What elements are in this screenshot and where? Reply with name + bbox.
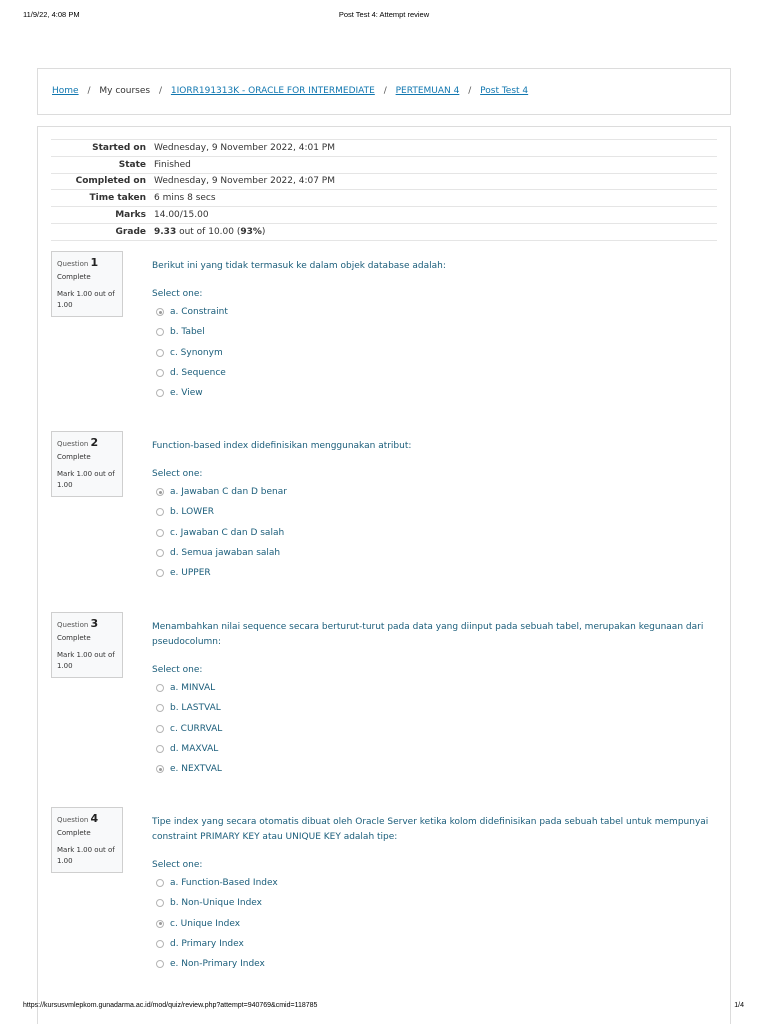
radio-icon[interactable] — [156, 508, 164, 516]
question-text: Tipe index yang secara otomatis dibuat oleh Oracle Server ketika kolom didefinisikan pada sebuah tabel untuk mempunyai constraint PRIMARY KEY atau UNIQUE KEY adalah tipe: — [152, 817, 709, 842]
answer-list — [152, 873, 718, 974]
answer-label: d. Semua jawaban salah — [170, 548, 281, 559]
question-word: Question — [57, 816, 89, 824]
breadcrumb — [52, 86, 528, 96]
answer-label: b. LASTVAL — [170, 703, 221, 714]
radio-icon[interactable] — [156, 328, 164, 336]
answer-label: d. MAXVAL — [170, 744, 219, 755]
summary-value — [152, 223, 717, 240]
summary-value: Finished — [152, 156, 717, 173]
answer-option[interactable] — [152, 759, 718, 779]
radio-selected-icon[interactable] — [156, 920, 164, 928]
question-info — [51, 251, 123, 317]
summary-value: Wednesday, 9 November 2022, 4:07 PM — [152, 173, 717, 190]
answer-option[interactable] — [152, 873, 718, 893]
radio-selected-icon[interactable] — [156, 765, 164, 773]
radio-icon[interactable] — [156, 369, 164, 377]
summary-value: 14.00/15.00 — [152, 207, 717, 224]
question-number: 1 — [90, 256, 99, 269]
select-one-label: Select one: — [152, 665, 203, 675]
summary-label: Completed on — [51, 173, 152, 190]
answer-label: d. Primary Index — [170, 939, 244, 950]
radio-icon[interactable] — [156, 960, 164, 968]
summary-row-state — [51, 156, 717, 173]
radio-selected-icon[interactable] — [156, 488, 164, 496]
question-status: Complete — [57, 273, 91, 281]
answer-label: b. Non-Unique Index — [170, 898, 263, 909]
radio-icon[interactable] — [156, 349, 164, 357]
grade-percent: 93% — [240, 226, 262, 237]
breadcrumb-separator: / — [158, 86, 163, 96]
radio-icon[interactable] — [156, 879, 164, 887]
summary-row-marks — [51, 207, 717, 224]
radio-icon[interactable] — [156, 704, 164, 712]
question-word: Question — [57, 260, 89, 268]
answer-option[interactable] — [152, 302, 718, 322]
answer-option[interactable] — [152, 719, 718, 739]
answer-option[interactable] — [152, 678, 718, 698]
question-text: Menambahkan nilai sequence secara berturut-turut pada data yang diinput pada sebuah tabel, merupakan kegunaan dari pseudocolumn: — [152, 622, 704, 647]
answer-label: c. Jawaban C dan D salah — [170, 527, 285, 538]
answer-label: e. NEXTVAL — [170, 764, 222, 775]
answer-label: e. View — [170, 388, 203, 399]
breadcrumb-separator: / — [383, 86, 387, 96]
answer-list — [152, 302, 718, 403]
grade-close: ) — [261, 226, 266, 237]
question-content — [152, 439, 718, 583]
answer-label: e. UPPER — [170, 568, 211, 579]
summary-row-time-taken — [51, 190, 717, 207]
summary-row-completed — [51, 173, 717, 190]
question-text: Berikut ini yang tidak termasuk ke dalam objek database adalah: — [152, 261, 446, 271]
answer-label: d. Sequence — [170, 368, 226, 379]
answer-label: b. LOWER — [170, 507, 215, 518]
answer-option[interactable] — [152, 322, 718, 342]
question-mark: Mark 1.00 out of 1.00 — [57, 290, 115, 309]
answer-list — [152, 678, 718, 779]
breadcrumb-course-link[interactable]: 1IORR191313K - ORACLE FOR INTERMEDIATE — [170, 86, 375, 96]
radio-icon[interactable] — [156, 725, 164, 733]
breadcrumb-container — [37, 68, 731, 115]
answer-label: c. Unique Index — [170, 918, 241, 929]
answer-label: a. Function-Based Index — [170, 878, 278, 889]
summary-value: 6 mins 8 secs — [152, 190, 717, 207]
question-info — [51, 431, 123, 497]
radio-selected-icon[interactable] — [156, 308, 164, 316]
question-number: 3 — [90, 617, 99, 630]
breadcrumb-separator: / — [468, 86, 472, 96]
summary-row-started — [51, 140, 717, 157]
answer-label: a. MINVAL — [170, 683, 216, 694]
answer-option[interactable] — [152, 893, 718, 913]
select-one-label: Select one: — [152, 469, 203, 479]
answer-option[interactable] — [152, 914, 718, 934]
select-one-label: Select one: — [152, 860, 203, 870]
summary-label: Grade — [51, 223, 152, 240]
breadcrumb-separator: / — [87, 86, 91, 96]
question-content — [152, 259, 718, 403]
attempt-summary-table — [51, 139, 717, 241]
summary-label: Started on — [51, 140, 152, 157]
question-status: Complete — [57, 829, 91, 837]
question-text: Function-based index didefinisikan menggunakan atribut: — [152, 441, 412, 451]
answer-option[interactable] — [152, 543, 718, 563]
breadcrumb-section-link[interactable]: PERTEMUAN 4 — [395, 86, 460, 96]
grade-out-of: out of 10.00 ( — [176, 226, 241, 237]
summary-row-grade — [51, 223, 717, 240]
question-word: Question — [57, 621, 89, 629]
answer-option[interactable] — [152, 954, 718, 974]
answer-option[interactable] — [152, 523, 718, 543]
question-content — [152, 620, 718, 779]
answer-label: a. Constraint — [170, 307, 228, 318]
question-number: 4 — [90, 812, 99, 825]
breadcrumb-quiz-link[interactable]: Post Test 4 — [480, 86, 529, 96]
summary-value: Wednesday, 9 November 2022, 4:01 PM — [152, 140, 717, 157]
radio-icon[interactable] — [156, 745, 164, 753]
print-header — [0, 10, 768, 24]
print-footer — [0, 1002, 768, 1016]
question-number: 2 — [90, 436, 99, 449]
radio-icon[interactable] — [156, 899, 164, 907]
question-info — [51, 612, 123, 678]
question-status: Complete — [57, 634, 91, 642]
answer-label: e. Non-Primary Index — [170, 959, 265, 970]
answer-option[interactable] — [152, 563, 718, 583]
answer-option[interactable] — [152, 934, 718, 954]
radio-icon[interactable] — [156, 940, 164, 948]
summary-label: Time taken — [51, 190, 152, 207]
breadcrumb-my-courses: My courses — [99, 86, 151, 96]
question-mark: Mark 1.00 out of 1.00 — [57, 470, 115, 489]
print-datetime: 11/9/22, 4:08 PM — [23, 10, 80, 19]
radio-icon[interactable] — [156, 684, 164, 692]
grade-score: 9.33 — [154, 226, 177, 237]
summary-label: State — [51, 156, 152, 173]
answer-label: a. Jawaban C dan D benar — [170, 487, 287, 498]
answer-option[interactable] — [152, 502, 718, 522]
print-page-number: 1/4 — [734, 1002, 744, 1009]
answer-option[interactable] — [152, 363, 718, 383]
print-page-title: Post Test 4: Attempt review — [338, 10, 430, 19]
select-one-label: Select one: — [152, 289, 203, 299]
question-info — [51, 807, 123, 873]
answer-label: c. Synonym — [170, 347, 223, 358]
answer-option[interactable] — [152, 698, 718, 718]
radio-icon[interactable] — [156, 549, 164, 557]
breadcrumb-home-link[interactable]: Home — [52, 86, 79, 96]
radio-icon[interactable] — [156, 569, 164, 577]
question-status: Complete — [57, 453, 91, 461]
question-mark: Mark 1.00 out of 1.00 — [57, 651, 115, 670]
answer-option[interactable] — [152, 383, 718, 403]
question-content — [152, 815, 718, 974]
question-mark: Mark 1.00 out of 1.00 — [57, 846, 115, 865]
answer-option[interactable] — [152, 739, 718, 759]
answer-label: b. Tabel — [170, 327, 205, 338]
answer-option[interactable] — [152, 482, 718, 502]
question-word: Question — [57, 440, 89, 448]
summary-label: Marks — [51, 207, 152, 224]
radio-icon[interactable] — [156, 529, 164, 537]
print-url: https://kursusvmlepkom.gunadarma.ac.id/mod/quiz/review.php?attempt=940769&cmid=118785 — [23, 1002, 318, 1009]
answer-list — [152, 482, 718, 583]
answer-label: c. CURRVAL — [170, 723, 223, 734]
answer-option[interactable] — [152, 343, 718, 363]
radio-icon[interactable] — [156, 389, 164, 397]
